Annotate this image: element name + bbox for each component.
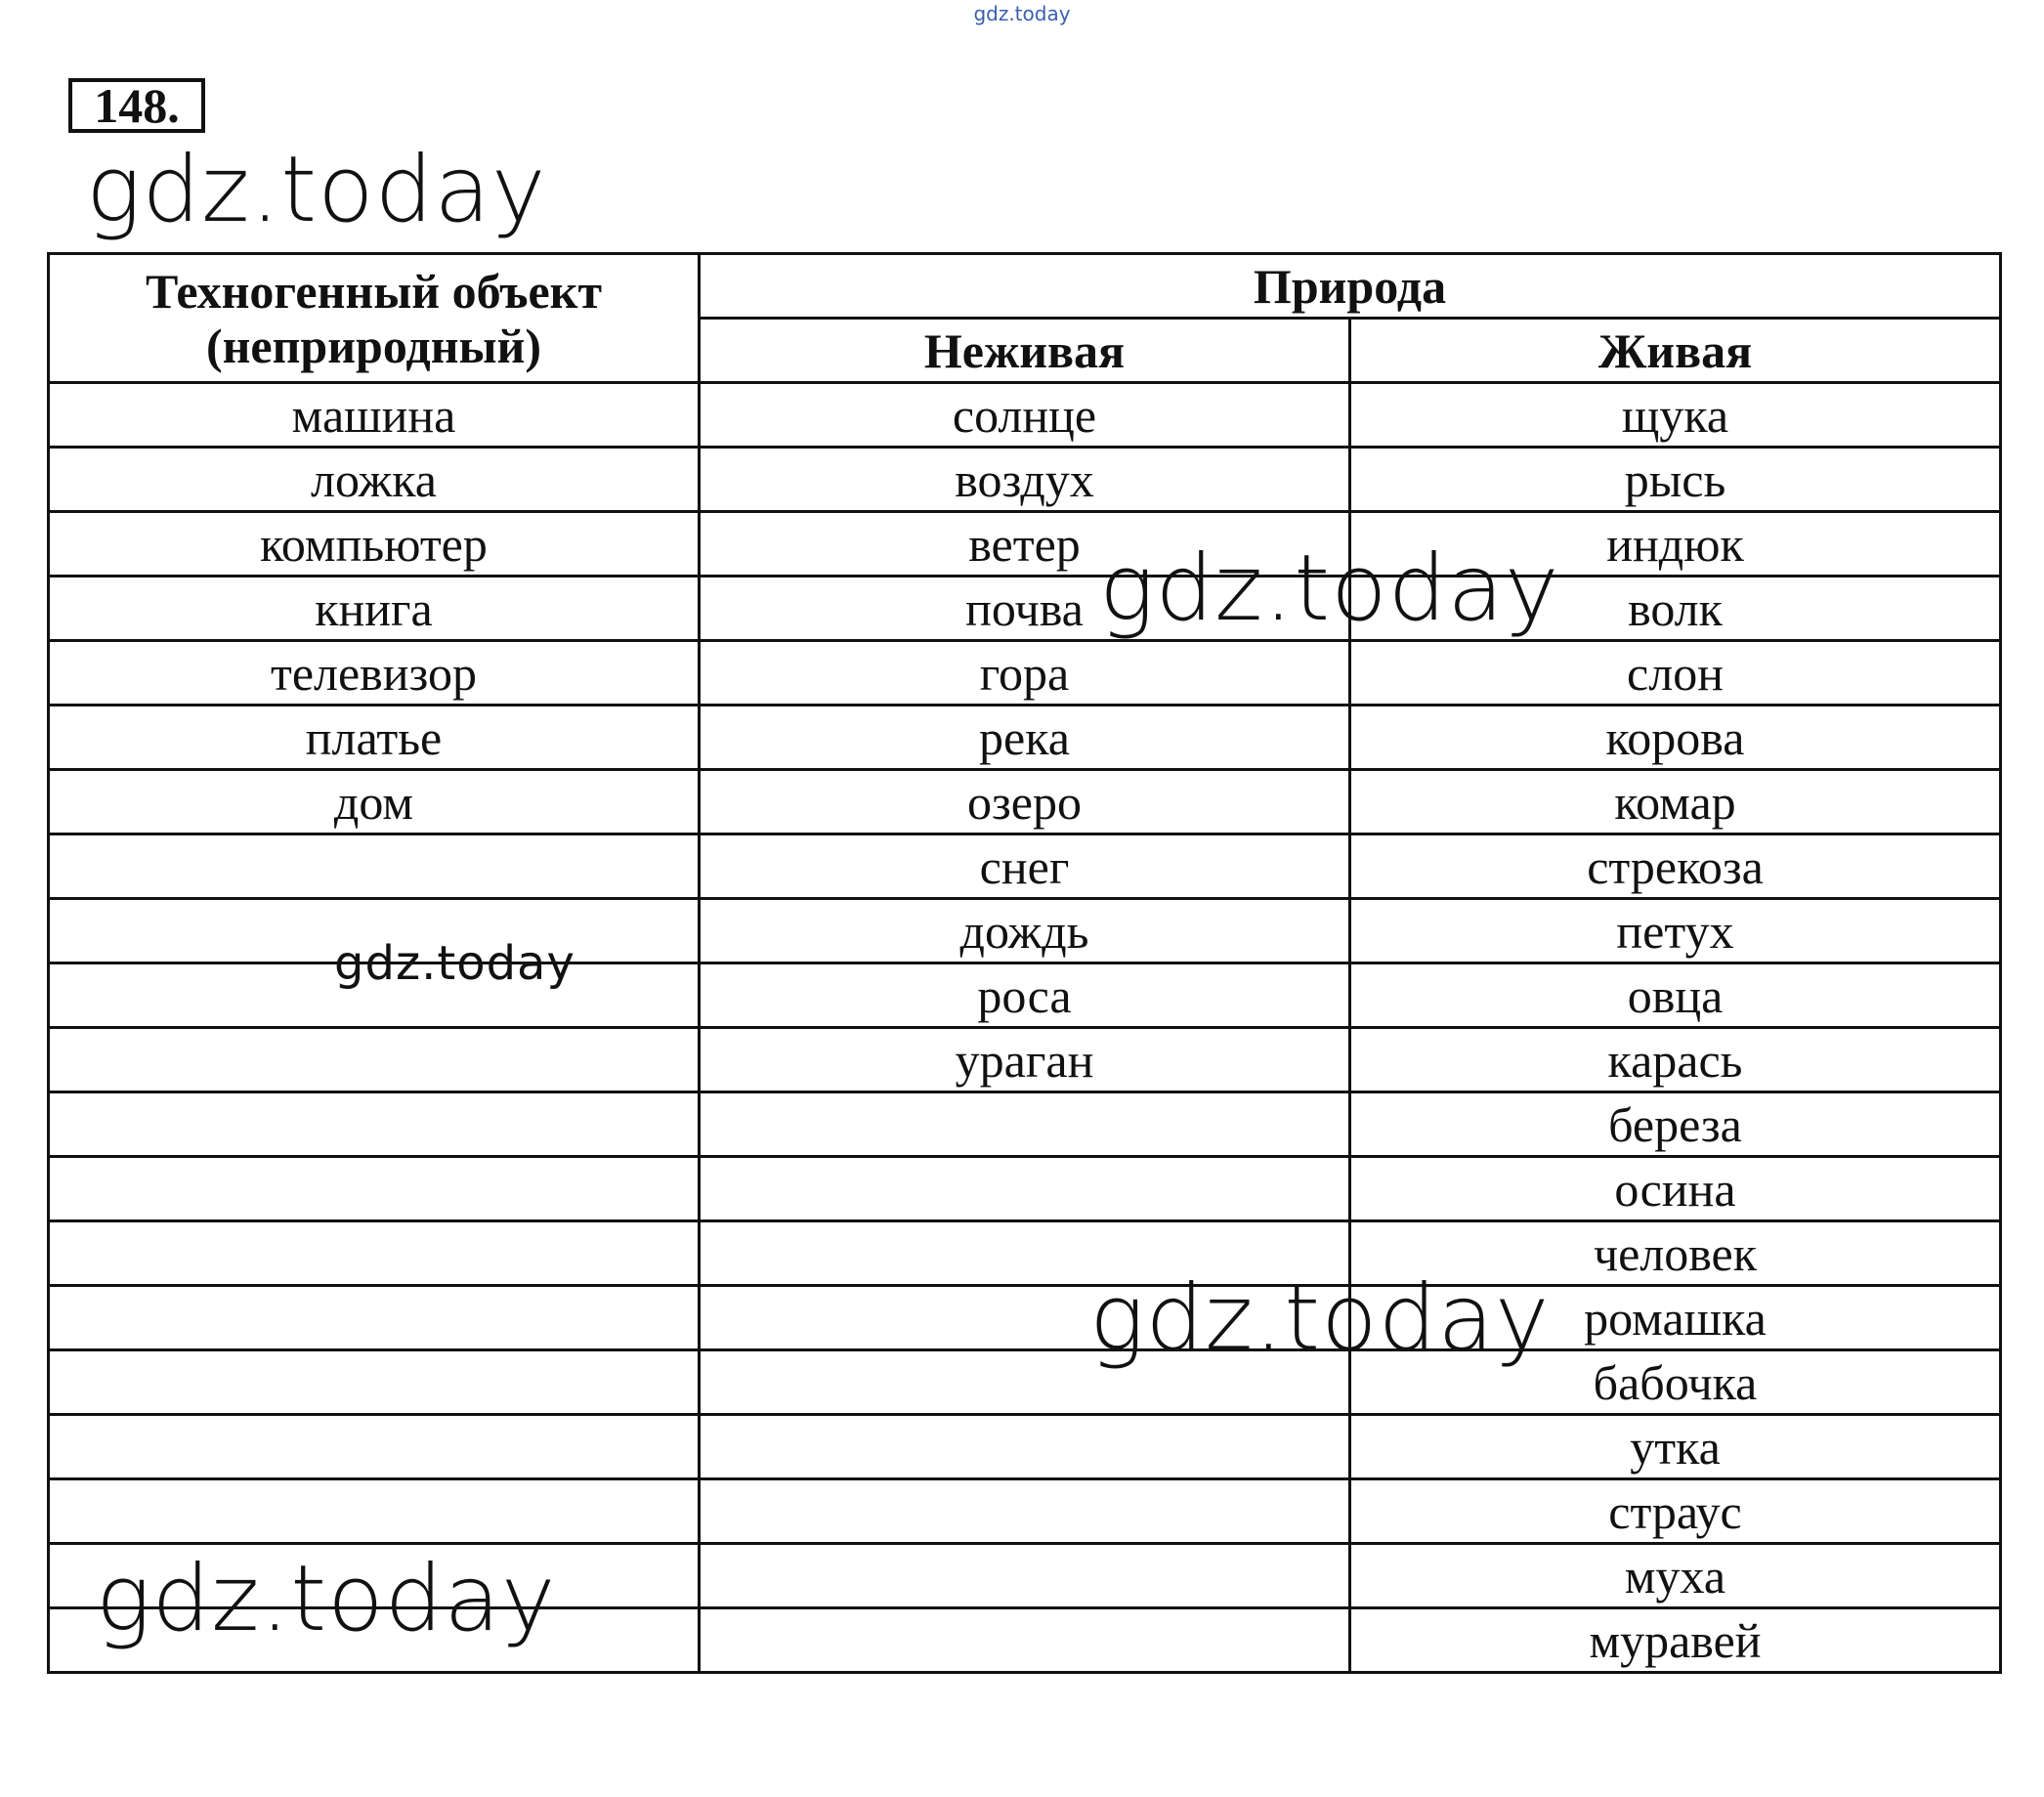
cell-tech <box>49 834 700 899</box>
cell-living: овца <box>1350 963 2001 1028</box>
table-row <box>49 1608 2001 1673</box>
cell-nonliving <box>700 1479 1350 1544</box>
table-row <box>49 641 2001 706</box>
cell-tech: машина <box>49 383 700 448</box>
task-number: 148. <box>68 78 205 133</box>
cell-living: стрекоза <box>1350 834 2001 899</box>
cell-tech <box>49 1092 700 1157</box>
watermark: gdz.today <box>1089 1265 1551 1372</box>
cell-nonliving: дождь <box>700 899 1350 963</box>
table-row <box>49 963 2001 1028</box>
cell-nonliving <box>700 1221 1350 1286</box>
table-row <box>49 448 2001 512</box>
cell-living: корова <box>1350 706 2001 770</box>
cell-living: страус <box>1350 1479 2001 1544</box>
header-tech-object: Техногенный объект (неприродный) <box>49 254 700 383</box>
cell-living: муха <box>1350 1544 2001 1608</box>
cell-nonliving: снег <box>700 834 1350 899</box>
cell-tech <box>49 899 700 963</box>
table-row <box>49 706 2001 770</box>
table-row <box>49 1415 2001 1479</box>
watermark: gdz.today <box>86 137 547 243</box>
table-row <box>49 577 2001 641</box>
cell-tech <box>49 1157 700 1221</box>
cell-tech <box>49 1608 700 1673</box>
header-nonliving: Неживая <box>700 319 1350 383</box>
cell-nonliving <box>700 1608 1350 1673</box>
classification-table <box>47 252 2002 1674</box>
table-body <box>49 383 2001 1673</box>
cell-living: муравей <box>1350 1608 2001 1673</box>
cell-living: утка <box>1350 1415 2001 1479</box>
cell-nonliving: роса <box>700 963 1350 1028</box>
cell-living: человек <box>1350 1221 2001 1286</box>
cell-nonliving <box>700 1350 1350 1415</box>
table-row <box>49 1479 2001 1544</box>
table-row <box>49 770 2001 834</box>
cell-tech: ложка <box>49 448 700 512</box>
table-row <box>49 834 2001 899</box>
table-row <box>49 1221 2001 1286</box>
table-row <box>49 383 2001 448</box>
watermark: gdz.today <box>334 936 575 991</box>
cell-tech <box>49 1479 700 1544</box>
cell-tech: книга <box>49 577 700 641</box>
cell-nonliving: ураган <box>700 1028 1350 1092</box>
table-row <box>49 1286 2001 1350</box>
watermark: gdz.today <box>96 1546 557 1652</box>
cell-living: петух <box>1350 899 2001 963</box>
header-nature: Природа <box>700 254 2001 319</box>
table-row <box>49 1350 2001 1415</box>
cell-living: карась <box>1350 1028 2001 1092</box>
cell-living: осина <box>1350 1157 2001 1221</box>
cell-living: комар <box>1350 770 2001 834</box>
cell-tech: телевизор <box>49 641 700 706</box>
cell-tech <box>49 1544 700 1608</box>
cell-tech <box>49 1350 700 1415</box>
table-row <box>49 512 2001 577</box>
cell-nonliving: почва <box>700 577 1350 641</box>
cell-nonliving <box>700 1544 1350 1608</box>
table-row <box>49 899 2001 963</box>
cell-nonliving: река <box>700 706 1350 770</box>
table-row <box>49 1157 2001 1221</box>
cell-nonliving <box>700 1415 1350 1479</box>
cell-tech: дом <box>49 770 700 834</box>
cell-living: рысь <box>1350 448 2001 512</box>
cell-nonliving <box>700 1157 1350 1221</box>
cell-tech <box>49 1286 700 1350</box>
watermark: gdz.today <box>1099 535 1560 642</box>
cell-tech <box>49 1415 700 1479</box>
cell-nonliving: воздух <box>700 448 1350 512</box>
cell-nonliving: гора <box>700 641 1350 706</box>
cell-nonliving: озеро <box>700 770 1350 834</box>
table-row <box>49 1028 2001 1092</box>
table-row <box>49 1092 2001 1157</box>
cell-tech: платье <box>49 706 700 770</box>
cell-nonliving: ветер <box>700 512 1350 577</box>
table-row <box>49 1544 2001 1608</box>
cell-tech <box>49 963 700 1028</box>
cell-nonliving <box>700 1286 1350 1350</box>
cell-living: бабочка <box>1350 1350 2001 1415</box>
site-watermark-top: gdz.today <box>973 2 1071 25</box>
cell-tech: компьютер <box>49 512 700 577</box>
cell-living: слон <box>1350 641 2001 706</box>
cell-nonliving <box>700 1092 1350 1157</box>
header-living: Живая <box>1350 319 2001 383</box>
cell-tech <box>49 1028 700 1092</box>
cell-living: щука <box>1350 383 2001 448</box>
cell-living: береза <box>1350 1092 2001 1157</box>
cell-living: ромашка <box>1350 1286 2001 1350</box>
cell-tech <box>49 1221 700 1286</box>
cell-nonliving: солнце <box>700 383 1350 448</box>
cell-living: индюк <box>1350 512 2001 577</box>
cell-living: волк <box>1350 577 2001 641</box>
